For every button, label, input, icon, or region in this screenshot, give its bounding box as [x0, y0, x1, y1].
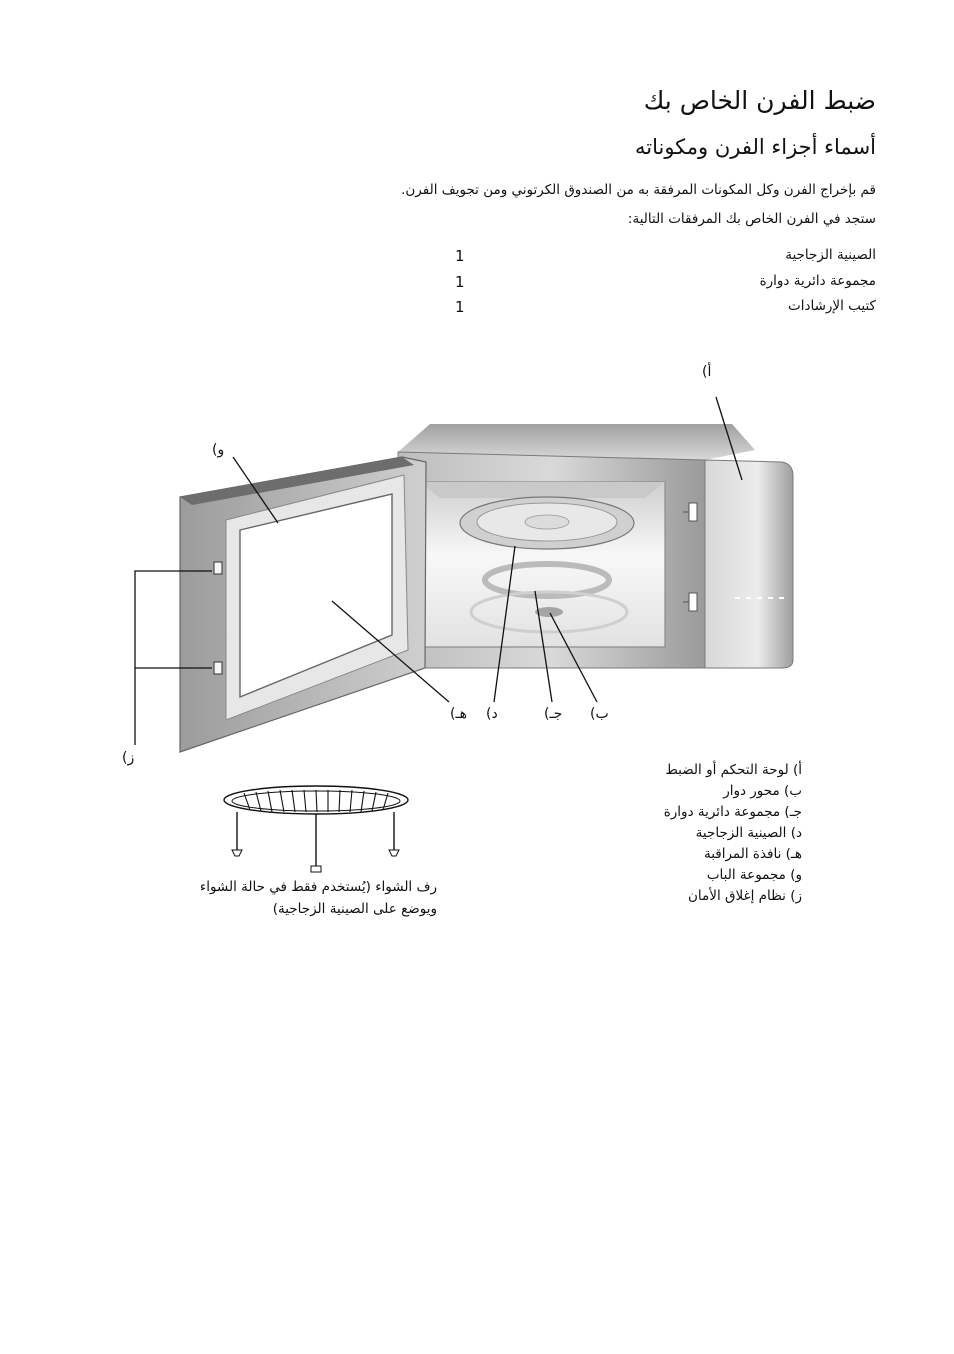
- accessory-qty: 1: [455, 247, 465, 265]
- callout-e: هـ): [450, 706, 467, 722]
- legend-item: جـ) مجموعة دائرية دوارة: [663, 804, 802, 820]
- grill-rack-caption-line-2: ويوضع على الصينية الزجاجية): [272, 901, 437, 917]
- callout-f: و): [212, 442, 225, 458]
- legend-item: أ) لوحة التحكم أو الضبط: [665, 762, 802, 778]
- page-title: ضبط الفرن الخاص بك: [643, 86, 876, 115]
- accessory-name: كتيب الإرشادات: [788, 298, 876, 314]
- callout-d: د): [486, 706, 498, 722]
- callout-a: أ): [702, 364, 712, 380]
- legend-item: ب) محور دوار: [723, 783, 802, 799]
- legend-item: ز) نظام إغلاق الأمان: [687, 888, 802, 904]
- grill-rack-illustration: [224, 786, 408, 872]
- callout-b: ب): [590, 706, 609, 722]
- control-panel-part: [705, 460, 793, 668]
- intro-text-line-2: ستجد في الفرن الخاص بك المرفقات التالية:: [627, 211, 876, 227]
- intro-text-line-1: قم بإخراج الفرن وكل المكونات المرفقة به من الصندوق الكرتوني ومن تجويف الفرن.: [401, 182, 876, 198]
- legend-item: هـ) نافذة المراقبة: [703, 846, 802, 862]
- section-title: أسماء أجزاء الفرن ومكوناته: [634, 135, 876, 159]
- legend-item: د) الصينية الزجاجية: [695, 825, 802, 841]
- legend-item: و) مجموعة الباب: [706, 867, 802, 883]
- callout-g: ز): [122, 750, 135, 766]
- grill-rack-caption: [200, 876, 437, 920]
- callout-c: جـ): [544, 706, 563, 722]
- grill-rack-caption-line-1: رف الشواء (يُستخدم فقط في حالة الشواء: [199, 879, 437, 895]
- parts-legend: [664, 760, 802, 907]
- accessory-name: مجموعة دائرية دوارة: [759, 273, 876, 289]
- accessory-name: الصينية الزجاجية: [785, 247, 876, 263]
- microwave-diagram: [0, 340, 954, 960]
- accessory-qty: 1: [455, 273, 465, 291]
- accessory-qty: 1: [455, 298, 465, 316]
